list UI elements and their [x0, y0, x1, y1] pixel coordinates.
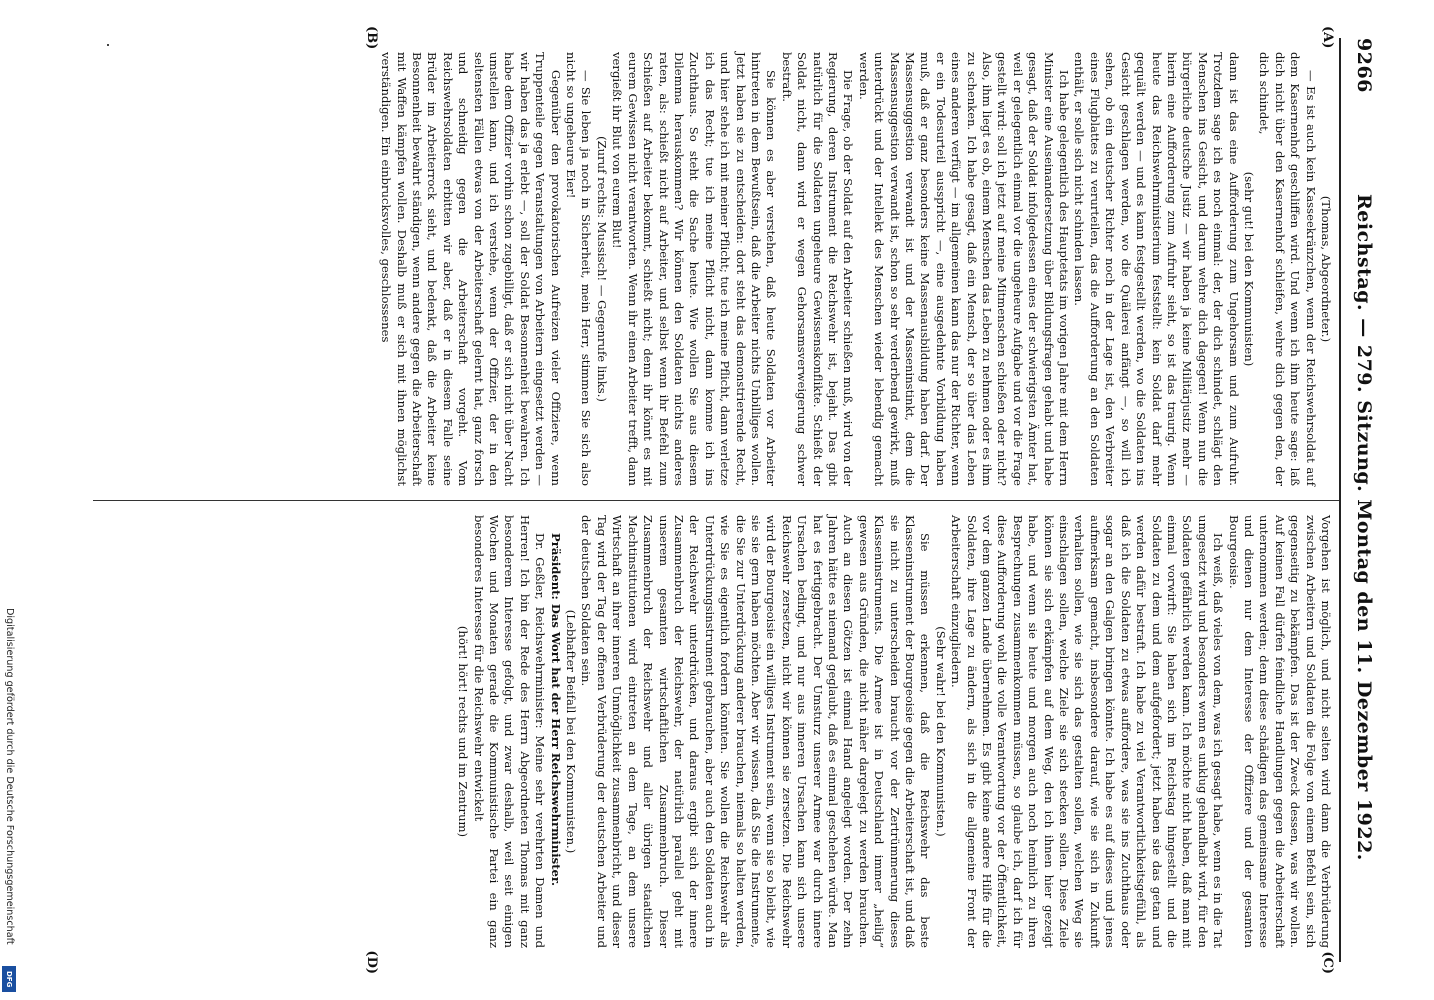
interjection: (Zuruf rechts: Mussisch! — Gegenrufe links.): [594, 136, 609, 402]
page-header: [1339, 38, 1375, 962]
margin-marker-a: (A): [1320, 26, 1335, 49]
margin-marker-d: (D): [364, 950, 379, 974]
paragraph: — Es ist auch kein Kasseekränzchen, wenn der Reichswehrsoldat auf dem Kasernenhof geschliffen wird. Und wenn ich ihm heute sage: laß dich nicht über den Kasernenhof schleifen, wehre dich gegen den, der dich schindet,: [1257, 52, 1318, 486]
left-column: [93, 26, 1339, 500]
interjection: (Lebhafter Beifall bei den Kommunisten.): [564, 609, 579, 854]
paragraph: Sie müssen erkennen, daß die Reichswehr das beste Klasseninstrument der Bourgeoisie gegen die Arbeiterschaft ist, und daß sie nicht zu unterscheiden braucht vor der Zertrümmerung dieses Klasseninstruments. Die Armee ist in Deutschland immer „heilig“ gewesen aus Gründen, die nicht näher dargelegt zu werden brauchen. Auch an diesen Götzen ist einmal Hand angelegt worden. Der zehn Jahren hätte es niemand geglaubt, daß es einmal geschehen würde. Man hat es fertiggebracht. Der Umsturz unserer Armee war durch innere Ursachen bedingt, und nur aus inneren Ursachen kann sich unsere Reichswehr zersetzen, nicht wir können sie zersetzen. Die Reichswehr wird der Bourgeoisie ein williges Instrument sein, wenn sie so bleibt, wie sie sie gern haben möchten. Aber wir wissen, daß Sie die Instrumente, die Sie zur Unterdrückung anderer brauchen, niemals so halten werden, wie Sie es eigentlich fordern könnten. Sie wollen die Reichswehr als Unterdrückungsinstrument gebrauchen, aber auch den Soldaten auch in der Reichswehr unterdrücken, und daraus ergibt sich der innere Zusammenbruch der Reichswehr, der natürlich parallel geht mit unserem gesamten wirtschaftlichen Zusammenbruch. Dieser Zusammenbruch der Reichswehr und aller übrigen staatlichen Machtinstitutionen wird eintreten an dem Tage, an dem unsere Wirtschaft an ihrer inneren Unmöglichkeit zusammenbricht, und dieser Tag wird der Tag der offenen Verbrüderung der deutschen Arbeiter und der deutschen Soldaten sein.: [579, 515, 933, 948]
interjection: (Sehr wahr! bei den Kommunisten.): [933, 626, 948, 837]
scanned-page: [85, 26, 1375, 974]
page-title: Reichstag. — 279. Sitzung. Montag den 11. Dezember 1922.: [1353, 193, 1375, 861]
footer-credit: Digitalisierung gefördert durch die Deutsche Forschungsgemeinschaft: [4, 608, 15, 945]
interjection: (sehr gut! bei den Kommunisten): [1241, 171, 1256, 367]
paragraph: Sie können es aber verstehen, daß heute Soldaten vor Arbeiter hintreten in dem Bewußtsein, daß die Arbeiter nichts Unbilliges wollen. Jetzt haben sie zu entscheiden: dort steht das demonstrierende Recht, und hier stehe ich mit meiner Pflicht; tue ich meine Pflicht, dann verletze ich das Recht; tue ich meine Pflicht nicht, dann komme ich ins Zuchthaus. So steht die Sache heute. Wie wollen Sie aus diesem Dilemma herauskommen? Wir können den Soldaten nichts anderes raten, als: schießt nicht auf Arbeiter, und selbst wenn ihr Befehl zum Schießen auf Arbeiter bekommt, schießt nicht; denn ihr könnt es mit eurem Gewissen nicht verantworten. Wenn ihr einen Arbeiter trefft, dann vergießt ihr Blut von eurem Blut!: [610, 52, 779, 486]
paragraph: — Sie leben ja noch in Sicherheit, mein Herr, stimmen Sie sich also nicht so ungeheure Eier!: [564, 52, 594, 486]
speaker-line: (Thomas, Abgeordneter.): [1319, 195, 1333, 343]
paragraph: Ich habe gelegentlich des Hauptetats im vorigen Jahre mit dem Herrn Minister eine Auseinandersetzung über Bildungsfragen gehabt und habe gesagt, daß der Soldat infolgedessen eines der schwierigsten Ämter hat, weil er gelegentlich einmal vor die ungeheure Aufgabe und vor die Frage gestellt wird: soll ich jetzt auf meine Mitmenschen schießen oder nicht? Also, ihm liegt es ob, einem Menschen das Leben zu nehmen oder es ihm zu schenken. Ich habe gesagt, daß ein Mensch, der so über das Leben eines anderen verfügt — im allgemeinen kann das nur der Richter, wenn er ein Todesurteil ausspricht —, eine ausgedehnte Vorbildung haben muß, daß er ganz besonders keine Massenausbildung haben darf. Der Massensuggestion verwandt ist und der Masseninstinkt, dem die Massensuggestion verwandt ist, schon so sehr verderbend gewirkt, muß unterdrückt und der Intellekt des Menschen wieder lebendig gemacht werden.: [856, 52, 1072, 486]
interjection: (hört! hört! rechts und im Zentrum): [456, 625, 471, 838]
president-line: Präsident: Das Wort hat der Herr Reichswehrminister.: [548, 533, 563, 887]
right-column: [93, 500, 1339, 974]
paragraph: dann ist das eine Aufforderung zum Ungehorsam und zum Aufruhr. Trotzdem sage ich es noch einmal: der, der dich schindet, schlägt den Menschen ins Gesicht, und darum wehre dich dagegen! Wenn nun die bürgerliche deutsche Justiz — wir haben ja keine Militärjustiz mehr — hierin eine Aufforderung zum Aufruhr sieht, so ist das traurig. Wenn heute das Reichswehrministerium feststellt: kein Soldat darf mehr gequält werden — und es kann festgestellt werden, wo die Soldaten ins Gesicht geschlagen werden, wo die Quälerei anfängt —, so will ich sehen, ob ein deutscher Richter noch in der Lage ist, den Verbreiter eines Flugblattes zu verurteilen, das die Aufforderung an den Soldaten enthält, er solle sich nicht schinden lassen.: [1072, 52, 1241, 486]
margin-marker-c: (C): [1320, 951, 1335, 974]
footer: [2, 608, 18, 996]
paragraph: Die Frage, ob der Soldat auf den Arbeiter schießen muß, wird von der Regierung, deren Instrument die Reichswehr ist, bejaht. Das gibt natürlich für die Soldaten ungeheure Gewissenskonflikte. Schießt der Soldat nicht, dann wird er wegen Gehorsamsverweigerung schwer bestraft.: [779, 52, 856, 486]
paragraph: Ich weiß, daß vieles von dem, was ich gesagt habe, wenn es in die Tat umgesetzt wird und besonders wenn es unklug gehandhabt wird, für den Soldaten gefährlich werden kann. Ich möchte nicht haben, daß man mit einmal vorwirft: Sie haben sich im Reichstag hingestellt und die Soldaten zu dem und dem aufgefordert; jetzt haben sie das getan und werden dafür bestraft. Ich habe zu viel Verantwortlichkeitsgefühl, als daß ich die Soldaten zu etwas auffordere, was sie ins Zuchthaus oder sogar an den Galgen bringen könnte. Ich habe es auf dieses und jenes aufmerksam gemacht, insbesondere darauf, wie sie sich in Zukunft verhalten sollen, wie sie sich das gestalten sollen, welchen Weg sie einschlagen sollen, welche Ziele sie sich stecken sollen. Diese Ziele können sie sich erkämpfen auf dem Weg, den ich ihnen hier gezeigt habe, und wenn sie heute und morgen auch noch heimlich zu ihren Besprechungen zusammenkommen müssen, so glaube ich, darf ich für diese Aufforderung wohl die volle Verantwortung vor der Öffentlichkeit, vor dem ganzen Lande übernehmen. Es gibt keine andere Hilfe für die Soldaten, ihre Lage zu ändern, als sich in die allgemeine Front der Arbeiterschaft einzugliedern.: [949, 515, 1226, 948]
scan-speck: [107, 44, 109, 46]
text-columns: [93, 26, 1339, 974]
page-number: 9266: [1353, 38, 1375, 93]
paragraph: Vorgehen ist möglich, und nicht selten wird dann die Verbrüderung zwischen Arbeitern und Soldaten die Folge von einem Befehl sein, sich gegenseitig zu bekämpfen. Das ist der Zweck dessen, was wir wollen. Auf keinen Fall dürfen feindliche Handlungen gegen die Arbeiterschaft unternommen werden; denn diese schädigen das gemeinsame Interesse und dienen nur dem Interesse der Offiziere und der gesamten Bourgeoisie.: [1226, 515, 1333, 948]
paragraph: Dr. Geßler, Reichswehrminister: Meine sehr verehrten Damen und Herren! Ich bin der Rede des Herrn Abgeordneten Thomas mit ganz besonderem Interesse gefolgt, und zwar deshalb, weil seit einigen Wochen und Monaten gerade die Kommunistische Partei ein ganz besonderes Interesse für die Reichswehr entwickelt: [471, 515, 548, 948]
paragraph: Gegenüber den provokatorischen Aufreizen vieler Offiziere, wenn Truppenteile gegen Veranstaltungen von Arbeitern eingesetzt werden — wir haben das ja erlebt —, soll der Soldat Besonnenheit bewahren. Ich habe dem Offizier vorhin schon zugebilligt, daß er sich nicht über Nacht umstellen kann, und ich verstehe, wenn der Offizier, der in den seltensten Fällen etwas von der Arbeiterschaft gelernt hat, ganz forsch und schneidig gegen die Arbeiterschaft vorgeht. Vom Reichswehrsoldaten erbitten wir aber, daß er in diesem Falle seine Brüder im Arbeiterrock sieht, und bedenkt, daß die Arbeiter keine Besonnenheit bewahrt ständigen, wenn andere gegen die Arbeiterschaft mit Waffen kämpfen wollen. Deshalb muß er sich mit ihnen möglichst verständigen. Ein einbrucksvolles, geschlossenes: [379, 52, 563, 486]
dfg-logo: DFG: [2, 966, 16, 992]
margin-marker-b: (B): [364, 26, 379, 50]
